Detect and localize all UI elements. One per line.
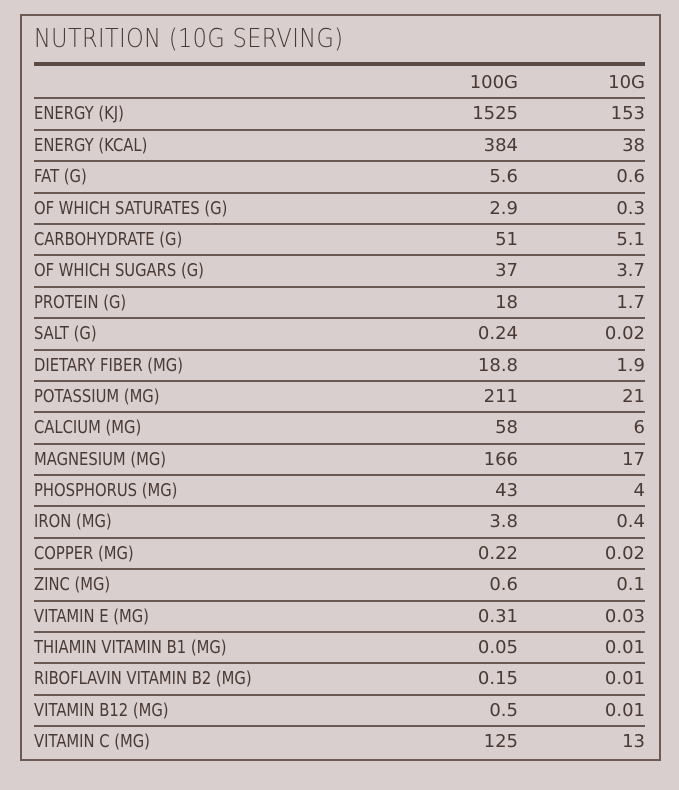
value-per-10g: 0.1 xyxy=(616,574,645,596)
nutrient-name: VITAMIN E (MG) xyxy=(34,605,149,627)
value-per-10g: 38 xyxy=(622,134,645,156)
nutrient-name: SALT (G) xyxy=(34,323,97,345)
nutrient-name: PHOSPHORUS (MG) xyxy=(34,480,178,502)
value-per-100g: 0.24 xyxy=(477,323,518,345)
table-row xyxy=(34,99,645,130)
value-per-10g: 0.3 xyxy=(616,197,645,219)
nutrient-name: DIETARY FIBER (MG) xyxy=(34,354,183,376)
table-row xyxy=(34,225,645,256)
title-divider xyxy=(34,62,645,66)
value-per-100g: 43 xyxy=(495,480,518,502)
value-per-100g: 51 xyxy=(495,228,518,250)
nutrient-name: MAGNESIUM (MG) xyxy=(34,448,167,470)
nutrient-name: POTASSIUM (MG) xyxy=(34,385,160,407)
nutrient-name: ENERGY (KJ) xyxy=(34,103,124,125)
value-per-100g: 125 xyxy=(483,731,518,753)
value-per-100g: 5.6 xyxy=(489,166,518,188)
value-per-10g: 0.6 xyxy=(616,166,645,188)
nutrient-name: OF WHICH SUGARS (G) xyxy=(34,260,204,282)
table-row xyxy=(34,413,645,444)
value-per-10g: 3.7 xyxy=(616,260,645,282)
table-row xyxy=(34,351,645,382)
nutrition-table xyxy=(34,68,645,759)
value-per-100g: 2.9 xyxy=(489,197,518,219)
table-row xyxy=(34,507,645,538)
value-per-10g: 17 xyxy=(622,448,645,470)
nutrient-name: CALCIUM (MG) xyxy=(34,417,142,439)
nutrient-name: OF WHICH SATURATES (G) xyxy=(34,197,228,219)
nutrient-name: PROTEIN (G) xyxy=(34,291,127,313)
table-row xyxy=(34,727,645,758)
table-row xyxy=(34,445,645,476)
table-row xyxy=(34,696,645,727)
table-row xyxy=(34,476,645,507)
value-per-100g: 0.05 xyxy=(477,637,518,659)
table-row xyxy=(34,570,645,601)
header-per-10g: 10G xyxy=(608,72,645,93)
value-per-10g: 1.9 xyxy=(616,354,645,376)
value-per-100g: 37 xyxy=(495,260,518,282)
value-per-100g: 18 xyxy=(495,291,518,313)
value-per-10g: 0.02 xyxy=(604,323,645,345)
table-row xyxy=(34,162,645,193)
value-per-10g: 1.7 xyxy=(616,291,645,313)
nutrient-name: COPPER (MG) xyxy=(34,542,134,564)
value-per-10g: 0.02 xyxy=(604,542,645,564)
nutrition-panel xyxy=(20,14,661,761)
nutrient-name: IRON (MG) xyxy=(34,511,112,533)
value-per-100g: 0.22 xyxy=(477,542,518,564)
nutrient-name: THIAMIN VITAMIN B1 (MG) xyxy=(34,637,227,659)
nutrient-name: ENERGY (KCAL) xyxy=(34,134,148,156)
value-per-10g: 13 xyxy=(622,731,645,753)
nutrient-name: RIBOFLAVIN VITAMIN B2 (MG) xyxy=(34,668,252,690)
table-header-row xyxy=(34,68,645,99)
header-per-100g: 100G xyxy=(469,72,518,93)
value-per-100g: 211 xyxy=(483,385,518,407)
table-row xyxy=(34,319,645,350)
value-per-10g: 0.01 xyxy=(604,699,645,721)
table-row xyxy=(34,602,645,633)
value-per-10g: 0.01 xyxy=(604,637,645,659)
value-per-100g: 3.8 xyxy=(489,511,518,533)
table-row xyxy=(34,131,645,162)
value-per-10g: 0.03 xyxy=(604,605,645,627)
panel-title: NUTRITION (10G SERVING) xyxy=(34,24,344,54)
value-per-10g: 5.1 xyxy=(616,228,645,250)
nutrient-name: VITAMIN B12 (MG) xyxy=(34,699,169,721)
value-per-100g: 0.6 xyxy=(489,574,518,596)
value-per-10g: 6 xyxy=(633,417,645,439)
table-row xyxy=(34,288,645,319)
table-row xyxy=(34,633,645,664)
nutrient-name: VITAMIN C (MG) xyxy=(34,731,150,753)
value-per-100g: 0.15 xyxy=(477,668,518,690)
table-row xyxy=(34,664,645,695)
table-row xyxy=(34,194,645,225)
value-per-10g: 21 xyxy=(622,385,645,407)
value-per-100g: 18.8 xyxy=(477,354,518,376)
value-per-100g: 166 xyxy=(483,448,518,470)
value-per-100g: 384 xyxy=(483,134,518,156)
table-row xyxy=(34,382,645,413)
nutrient-name: CARBOHYDRATE (G) xyxy=(34,228,183,250)
value-per-10g: 0.4 xyxy=(616,511,645,533)
value-per-100g: 1525 xyxy=(472,103,518,125)
value-per-100g: 58 xyxy=(495,417,518,439)
table-row xyxy=(34,256,645,287)
table-row xyxy=(34,539,645,570)
nutrient-name: ZINC (MG) xyxy=(34,574,111,596)
value-per-100g: 0.5 xyxy=(489,699,518,721)
value-per-10g: 0.01 xyxy=(604,668,645,690)
value-per-10g: 153 xyxy=(610,103,645,125)
nutrient-name: FAT (G) xyxy=(34,166,87,188)
value-per-100g: 0.31 xyxy=(477,605,518,627)
value-per-10g: 4 xyxy=(633,480,645,502)
